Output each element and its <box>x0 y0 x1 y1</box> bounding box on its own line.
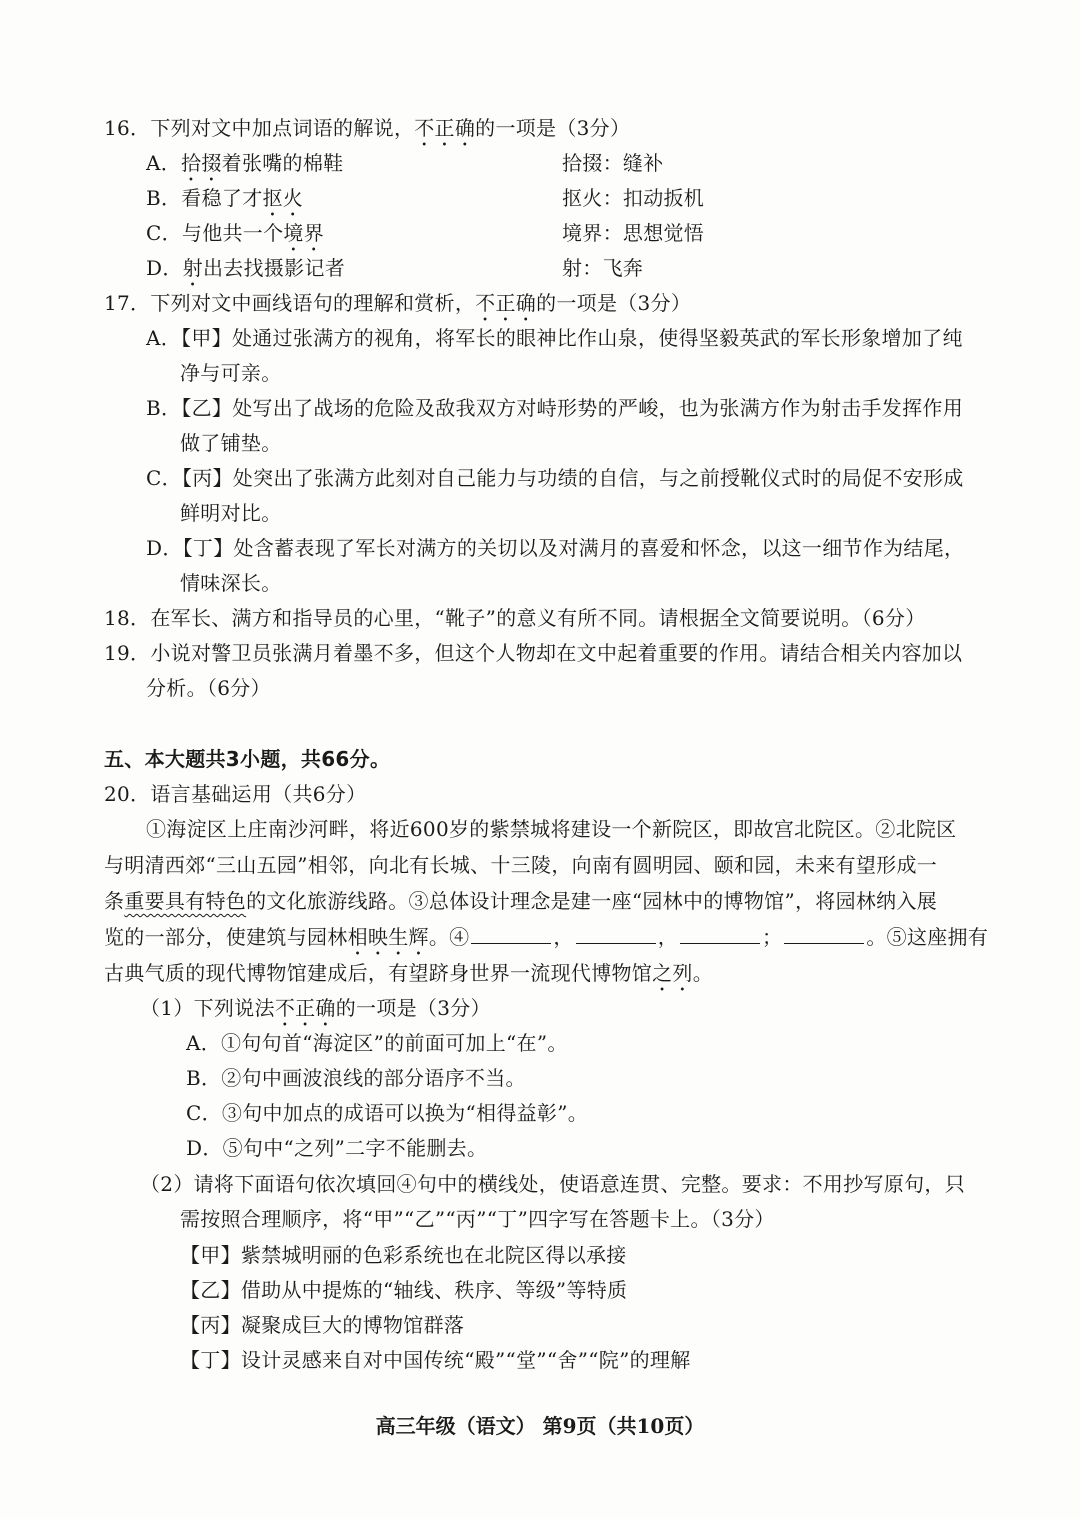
q20-sub1-stem: （1）下列说法不正确的一项是（3分） <box>140 996 491 1020</box>
blank-3 <box>680 923 760 944</box>
q17-stem: 17．下列对文中画线语句的理解和赏析，不正确的一项是（3分） <box>104 291 692 315</box>
q16-gloss-a: 拾掇：缝补 <box>562 151 664 175</box>
q16-gloss-c: 境界：思想觉悟 <box>562 221 705 245</box>
q20-sub1-option-b: B．②句中画波浪线的部分语序不当。 <box>186 1066 526 1090</box>
dotted-idiom: 相映生辉 <box>347 925 429 949</box>
q20-item-yi: 【乙】借助从中提炼的“轴线、秩序、等级”等特质 <box>180 1278 628 1302</box>
section-5-heading: 五、本大题共3小题，共66分。 <box>104 747 391 771</box>
q17-option-d-line2: 情味深长。 <box>180 571 282 595</box>
q17-option-b-line2: 做了铺垫。 <box>180 431 282 455</box>
q17-option-b-line1: B．【乙】处写出了战场的危险及敌我双方对峙形势的严峻，也为张满方作为射击手发挥作用 <box>146 396 963 420</box>
q17-option-a-line2: 净与可亲。 <box>180 361 282 385</box>
q20-sub1-option-c: C．③句中加点的成语可以换为“相得益彰”。 <box>186 1101 589 1125</box>
q20-item-bing: 【丙】凝聚成巨大的博物馆群落 <box>180 1313 465 1337</box>
blank-2 <box>576 923 656 944</box>
q20-sub1-option-d: D．⑤句中“之列”二字不能删去。 <box>186 1136 488 1160</box>
q16-stem: 16．下列对文中加点词语的解说，不正确的一项是（3分） <box>104 116 631 140</box>
wavy-underlined-phrase: 重要具有特色 <box>124 889 247 913</box>
q20-item-jia: 【甲】紫禁城明丽的色彩系统也在北院区得以承接 <box>180 1243 627 1267</box>
q20-passage-line2: 与明清西郊“三山五园”相邻，向北有长城、十三陵，向南有圆明园、颐和园，未来有望形成一 <box>104 853 938 877</box>
q20-passage-line5: 古典气质的现代博物馆建成后，有望跻身世界一流现代博物馆之列。 <box>104 961 714 985</box>
q16-option-b: B．看稳了才抠火 <box>146 186 304 210</box>
q17-option-c-line2: 鲜明对比。 <box>180 501 282 525</box>
q17-option-a-line1: A．【甲】处通过张满方的视角，将军长的眼神比作山泉，使得坚毅英武的军长形象增加了纯 <box>146 326 963 350</box>
q20-item-ding: 【丁】设计灵感来自对中国传统“殿”“堂”“舍”“院”的理解 <box>180 1348 691 1372</box>
q20-sub1-option-a: A．①句句首“海淀区”的前面可加上“在”。 <box>186 1031 568 1055</box>
blank-1 <box>471 923 551 944</box>
q20-passage-line4: 览的一部分，使建筑与园林相映生辉。④ ， ， ； 。⑤这座拥有 <box>104 925 989 949</box>
q16-gloss-b: 抠火：扣动扳机 <box>562 186 705 210</box>
q20-sub2-line1: （2）请将下面语句依次填回④句中的横线处，使语意连贯、完整。要求：不用抄写原句，只 <box>140 1172 966 1196</box>
q17-option-c-line1: C．【丙】处突出了张满方此刻对自己能力与功绩的自信，与之前授靴仪式时的局促不安形成 <box>146 466 964 490</box>
page-footer: 高三年级（语文） 第9页（共10页） <box>375 1414 705 1438</box>
q20-title: 20．语言基础运用（共6分） <box>104 782 367 806</box>
blank-4 <box>784 923 864 944</box>
q18-text: 18．在军长、满方和指导员的心里，“靴子”的意义有所不同。请根据全文简要说明。（6分） <box>104 606 926 630</box>
q19-line2: 分析。（6分） <box>146 676 271 700</box>
q16-option-a: A．拾掇着张嘴的棉鞋 <box>146 151 344 175</box>
q20-passage-line1: ①海淀区上庄南沙河畔，将近600岁的紫禁城将建设一个新院区，即故宫北院区。②北院区 <box>146 817 957 841</box>
q20-sub2-line2: 需按照合理顺序，将“甲”“乙”“丙”“丁”四字写在答题卡上。（3分） <box>180 1207 775 1231</box>
q20-passage-line3: 条重要具有特色的文化旅游线路。③总体设计理念是建一座“园林中的博物馆”，将园林纳入展 <box>104 889 938 913</box>
q17-option-d-line1: D．【丁】处含蓄表现了军长对满方的关切以及对满月的喜爱和怀念，以这一细节作为结尾， <box>146 536 965 560</box>
q16-gloss-d: 射：飞奔 <box>562 256 644 280</box>
q19-line1: 19．小说对警卫员张满月着墨不多，但这个人物却在文中起着重要的作用。请结合相关内容加以 <box>104 641 963 665</box>
q16-option-d: D．射出去找摄影记者 <box>146 256 346 280</box>
q16-option-c: C．与他共一个境界 <box>146 221 325 245</box>
